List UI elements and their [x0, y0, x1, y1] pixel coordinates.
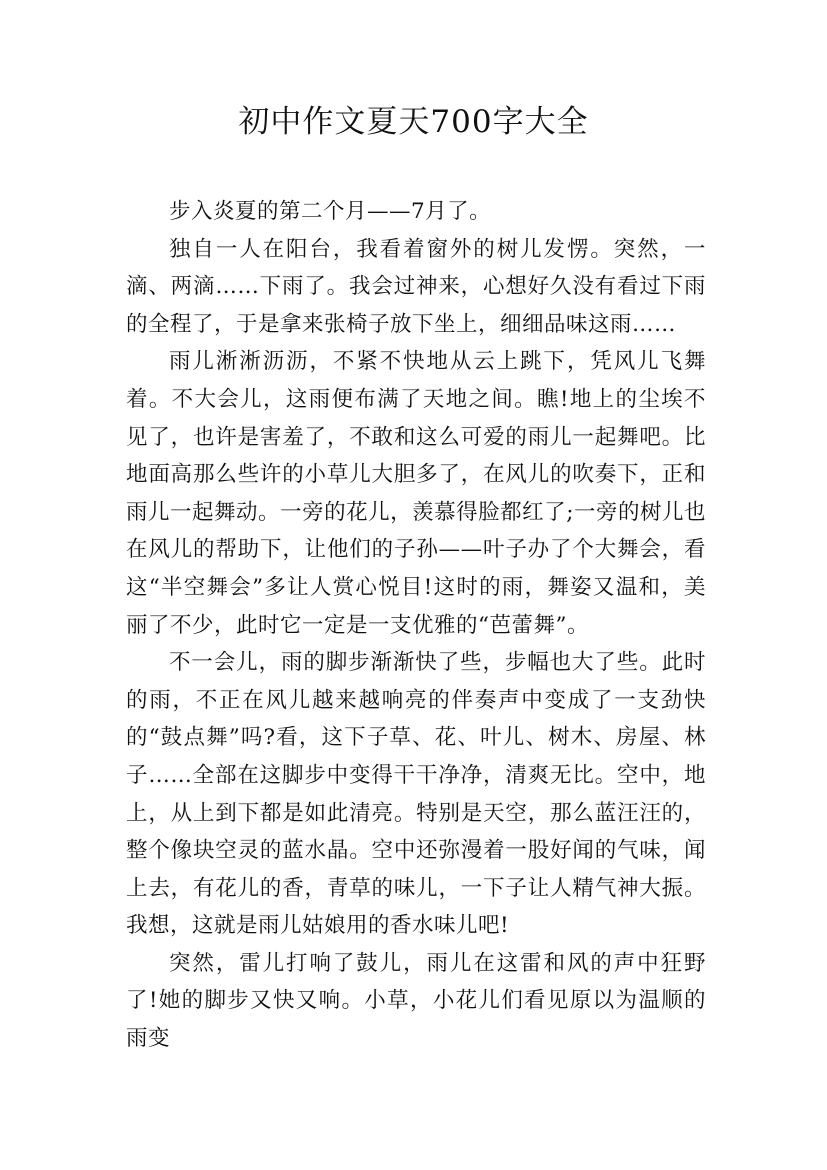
- paragraph-4: 不一会儿，雨的脚步渐渐快了些，步幅也大了些。此时的雨，不正在风儿越来越响亮的伴奏声中变成了一支劲快的“鼓点舞”吗?看，这下子草、花、叶儿、树木、房屋、林子……全部在这脚步中变得干干净净，清爽无比。空中，地上，从上到下都是如此清亮。特别是天空，那么蓝汪汪的，整个像块空灵的蓝水晶。空中还弥漫着一股好闻的气味，闻上去，有花儿的香，青草的味儿，一下子让人精气神大振。我想，这就是雨儿姑娘用的香水味儿吧!: [126, 650, 706, 939]
- document-title: 初中作文夏天700字大全: [238, 104, 589, 140]
- paragraph-2: 独自一人在阳台，我看着窗外的树儿发愣。突然，一滴、两滴……下雨了。我会过神来，心想好久没有看过下雨的全程了，于是拿来张椅子放下坐上，细细品味这雨……: [126, 236, 706, 337]
- paragraph-1: 步入炎夏的第二个月——7月了。: [169, 199, 492, 224]
- document-body: [126, 193, 706, 1058]
- paragraph-5: 突然，雷儿打响了鼓儿，雨儿在这雷和风的声中狂野了!她的脚步又快又响。小草，小花儿们看见原以为温顺的雨变: [126, 950, 706, 1052]
- paragraph-3: 雨儿淅淅沥沥，不紧不快地从云上跳下，凭风儿飞舞着。不大会儿，这雨便布满了天地之间。瞧!地上的尘埃不见了，也许是害羞了，不敢和这么可爱的雨儿一起舞吧。比地面高那么些许的小草儿大胆多了，在风儿的吹奏下，正和雨儿一起舞动。一旁的花儿，羡慕得脸都红了;一旁的树儿也在风儿的帮助下，让他们的子孙——叶子办了个大舞会，看这“半空舞会”多让人赏心悦目!这时的雨，舞姿又温和，美丽了不少，此时它一定是一支优雅的“芭蕾舞”。: [126, 349, 706, 638]
